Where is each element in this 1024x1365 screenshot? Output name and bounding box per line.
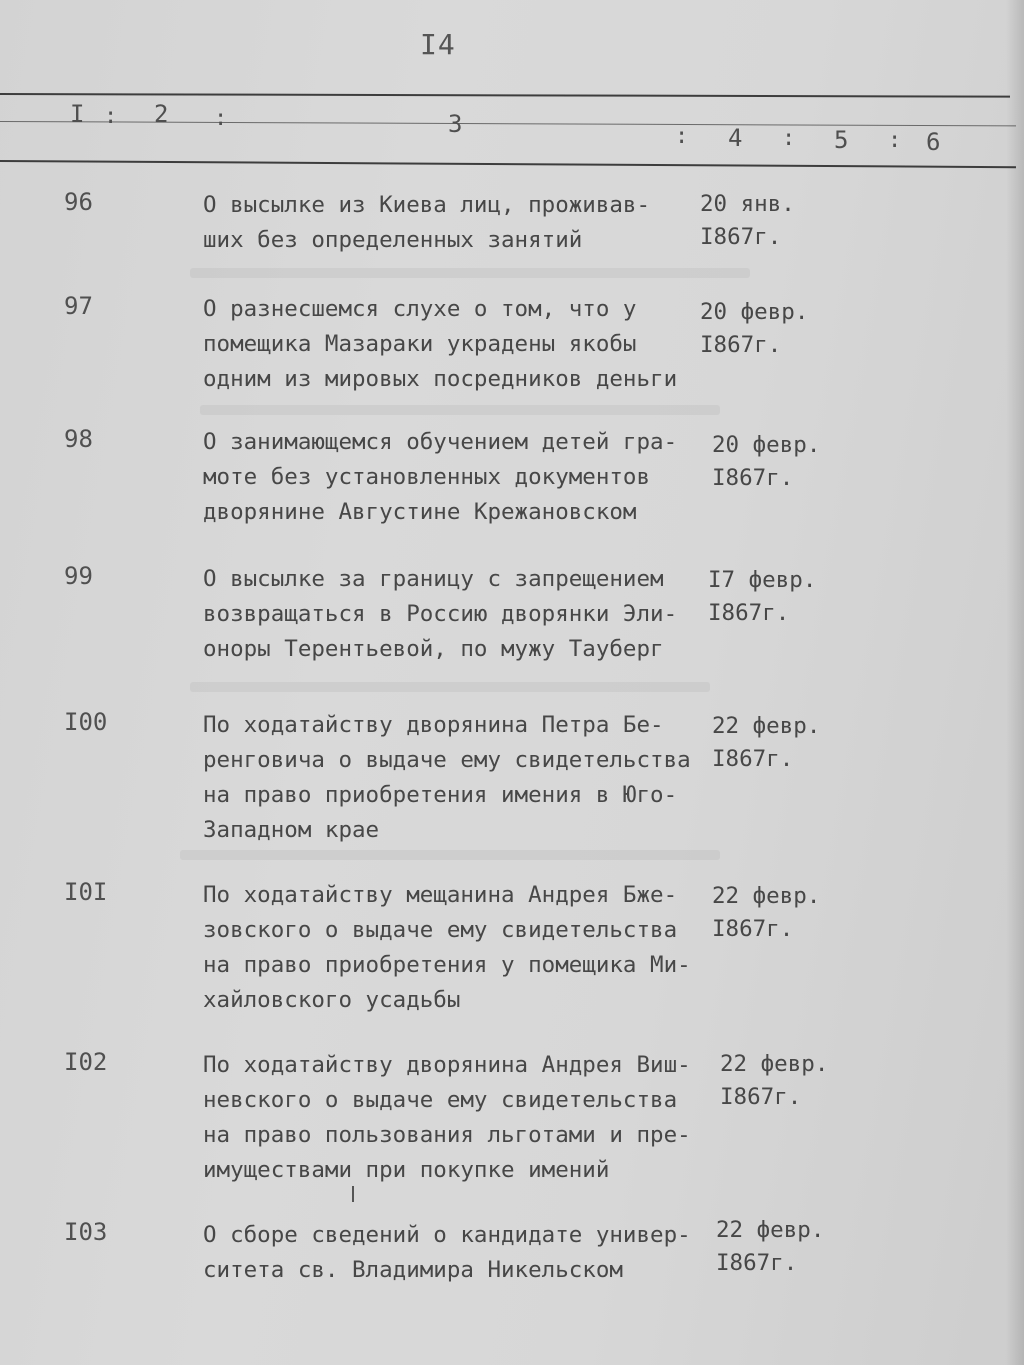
column-header-5: 5 <box>834 126 849 154</box>
table-top-rule <box>0 93 1010 98</box>
entry-description <box>203 188 723 258</box>
date-year: I867г. <box>716 1250 798 1276</box>
date-day: 20 февр. <box>700 299 809 325</box>
description-line: зовского о выдаче ему свидетельства <box>203 917 678 943</box>
description-line: на право пользования льготами и пре- <box>203 1122 691 1148</box>
column-header-6: 6 <box>926 128 941 156</box>
description-line: помещика Мазараки украдены якобы <box>203 331 637 357</box>
column-header-1: I <box>70 100 85 128</box>
date-day: I7 февр. <box>708 567 817 593</box>
entry-date <box>720 1048 828 1114</box>
description-line: невского о выдаче ему свидетельства <box>203 1087 678 1113</box>
entry-date <box>700 188 795 254</box>
date-day: 20 янв. <box>700 191 795 217</box>
description-line: О сборе сведений о кандидате универ- <box>203 1222 691 1248</box>
description-line: По ходатайству мещанина Андрея Бже- <box>203 882 678 908</box>
column-separator: : <box>675 124 689 149</box>
description-line: имуществами при покупке имений <box>203 1157 610 1183</box>
bleed-through-mark <box>200 405 720 415</box>
column-separator: : <box>888 128 902 153</box>
entry-date <box>712 429 820 495</box>
date-day: 20 февр. <box>712 432 821 458</box>
column-separator: : <box>104 104 118 129</box>
entry-date <box>716 1214 824 1280</box>
description-line: оноры Терентьевой, по мужу Тауберг <box>203 636 664 662</box>
description-line: возвращаться в Россию дворянки Эли- <box>203 601 678 627</box>
date-day: 22 февр. <box>720 1051 829 1077</box>
description-line: на право приобретения у помещика Ми- <box>203 952 691 978</box>
description-line: дворянине Августине Крежановском <box>203 499 637 525</box>
date-year: I867г. <box>700 332 782 358</box>
entry-description <box>203 292 723 397</box>
entry-number: 98 <box>64 425 93 453</box>
bleed-through-mark <box>180 850 720 860</box>
description-line: ших без определенных занятий <box>203 227 583 253</box>
date-year: I867г. <box>708 600 790 626</box>
date-year: I867г. <box>700 224 782 250</box>
entry-date <box>708 564 816 630</box>
description-line: О разнесшемся слухе о том, что у <box>203 296 637 322</box>
date-year: I867г. <box>720 1084 802 1110</box>
description-line: По ходатайству дворянина Петра Бе- <box>203 712 664 738</box>
description-line: Западном крае <box>203 817 380 843</box>
column-header-4: 4 <box>728 124 743 152</box>
description-line: моте без установленных документов <box>203 464 651 490</box>
entry-number: 97 <box>64 292 93 320</box>
entry-description <box>203 708 723 848</box>
entry-description <box>203 562 723 667</box>
entry-description <box>203 1048 723 1188</box>
description-line: хайловского усадьбы <box>203 987 461 1013</box>
column-header-3: 3 <box>448 110 463 138</box>
bleed-through-mark <box>190 268 750 278</box>
description-line: одним из мировых посредников деньги <box>203 366 678 392</box>
entry-description <box>203 878 723 1018</box>
description-line: По ходатайству дворянина Андрея Виш- <box>203 1052 691 1078</box>
entry-number: I00 <box>64 708 108 736</box>
date-day: 22 февр. <box>712 713 821 739</box>
column-header-2: 2 <box>154 100 169 128</box>
entry-description <box>203 425 723 530</box>
page-number: I4 <box>420 28 456 61</box>
entry-description <box>203 1218 723 1288</box>
description-line: О высылке из Киева лиц, проживав- <box>203 192 651 218</box>
column-separator: : <box>214 106 228 131</box>
entry-number: 96 <box>64 188 93 216</box>
description-line: ситета св. Владимира Никельском <box>203 1257 623 1283</box>
bleed-through-mark <box>190 682 710 692</box>
entry-number: I03 <box>64 1218 108 1246</box>
date-year: I867г. <box>712 465 794 491</box>
date-day: 22 февр. <box>716 1217 825 1243</box>
entry-number: I02 <box>64 1048 108 1076</box>
stray-mark <box>352 1186 354 1202</box>
description-line: ренговича о выдаче ему свидетельства <box>203 747 691 773</box>
date-year: I867г. <box>712 746 794 772</box>
date-year: I867г. <box>712 916 794 942</box>
column-separator: : <box>782 126 796 151</box>
entry-date <box>712 880 820 946</box>
description-line: О высылке за границу с запрещением <box>203 566 664 592</box>
table-header-bottom-rule <box>0 160 1016 168</box>
entry-number: 99 <box>64 562 93 590</box>
entry-date <box>700 296 808 362</box>
date-day: 22 февр. <box>712 883 821 909</box>
table-header-faint-rule <box>0 121 1016 126</box>
entry-date <box>712 710 820 776</box>
description-line: О занимающемся обучением детей гра- <box>203 429 678 455</box>
description-line: на право приобретения имения в Юго- <box>203 782 678 808</box>
entry-number: I0I <box>64 878 108 906</box>
